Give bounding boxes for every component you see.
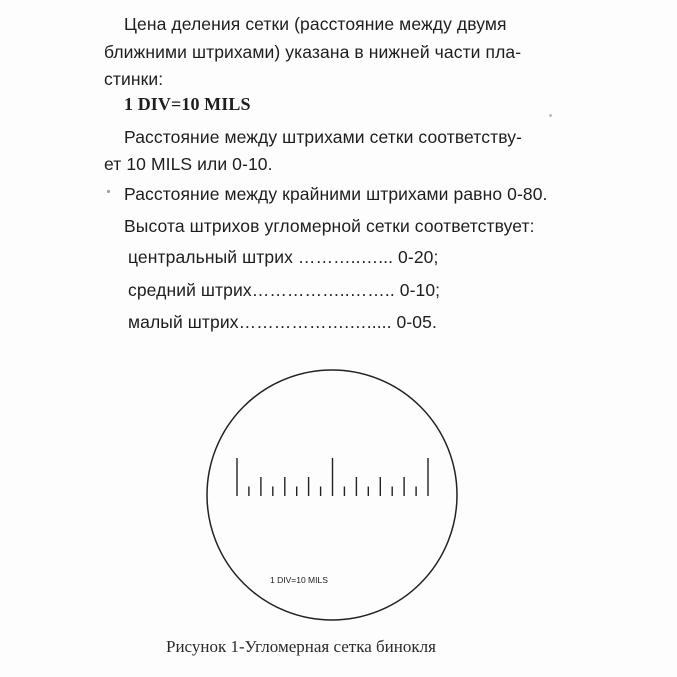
paragraph-line: Расстояние между крайними штрихами равно 0-80. <box>124 184 548 204</box>
tick-height-item: центральный штрих ………..…... 0-20; <box>128 247 439 267</box>
figure-caption: Рисунок 1-Угломерная сетка бинокля <box>166 637 436 656</box>
tick-height-item: малый штрих……………….…..... 0-05. <box>128 312 437 332</box>
paragraph-line: ближними штрихами) указана в нижней части пла- <box>104 42 522 62</box>
scan-speck <box>107 190 110 193</box>
division-heading: 1 DIV=10 MILS <box>124 94 251 114</box>
paragraph-line: Высота штрихов угломерной сетки соответствует: <box>124 216 535 236</box>
reticle-label: 1 DIV=10 MILS <box>270 575 328 585</box>
scan-speck <box>549 114 552 117</box>
paragraph-line: стинки: <box>104 69 164 89</box>
paragraph-line: ет 10 MILS или 0-10. <box>104 154 273 174</box>
paragraph-line: Расстояние между штрихами сетки соответству- <box>124 127 522 147</box>
tick-height-item: средний штрих……………..…….. 0-10; <box>128 280 441 300</box>
reticle-ticks <box>237 458 428 496</box>
paragraph-line: Цена деления сетки (расстояние между двумя <box>124 14 507 34</box>
